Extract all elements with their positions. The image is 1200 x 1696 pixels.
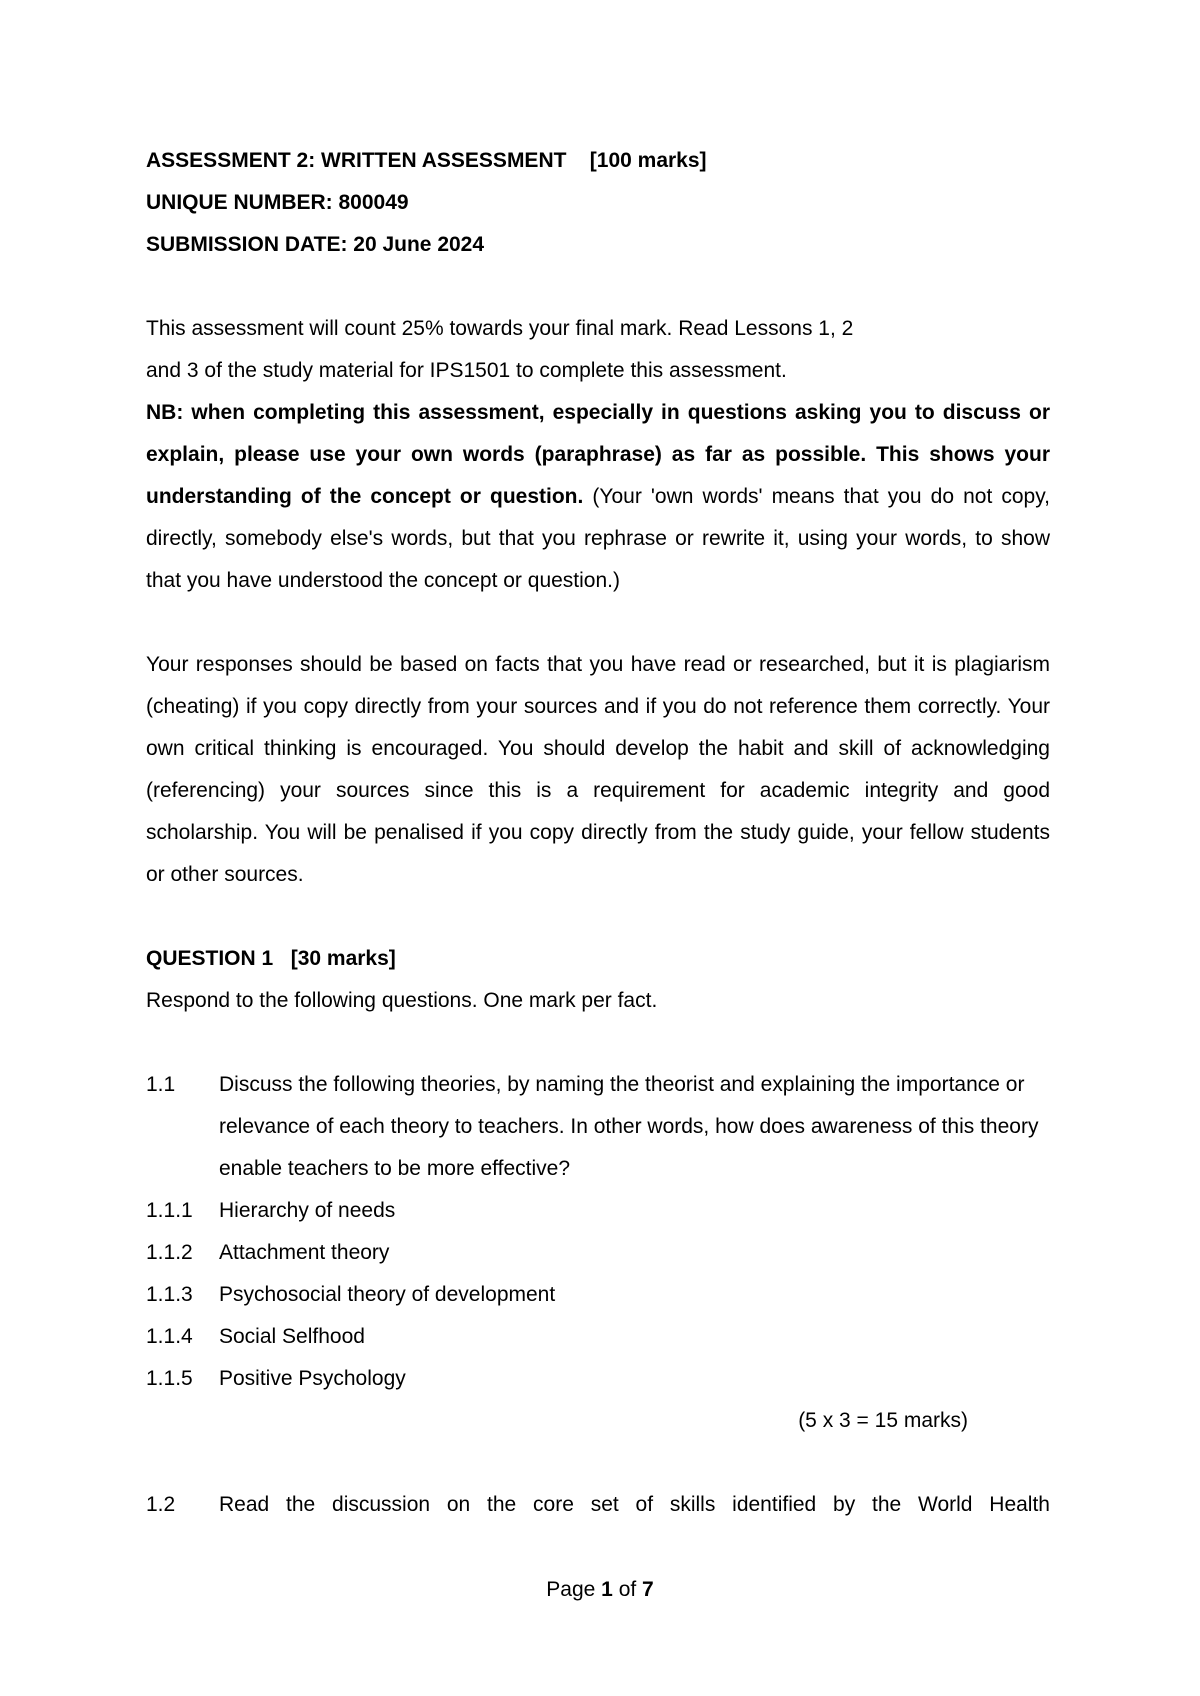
list-item-label: Social Selfhood — [219, 1325, 365, 1348]
page-footer — [0, 1570, 1200, 1610]
document-body — [146, 140, 1050, 1526]
list-item-number: 1.1.2 — [146, 1241, 193, 1264]
question-number: 1.1 — [146, 1073, 176, 1096]
question-1-1-marks: (5 x 3 = 15 marks) — [798, 1409, 968, 1432]
question-1-2 — [146, 1484, 1050, 1526]
question-1-heading — [146, 938, 1050, 980]
question-text: Read the discussion on the core set of skills identified by the World Health — [219, 1493, 1050, 1516]
assessment-total-marks: [100 marks] — [589, 149, 707, 172]
list-item-number: 1.1.5 — [146, 1367, 193, 1390]
intro-line-2: and 3 of the study material for IPS1501 to complete this assessment. — [146, 359, 787, 382]
question-1-marks: [30 marks] — [290, 947, 396, 970]
nb-bold-text: NB: when completing this assessment, especially in questions asking you to discuss or explain, please use your own words (paraphrase) as far as possible. This shows your understanding of the concept or question. — [146, 401, 1050, 508]
intro-line-1: This assessment will count 25% towards your final mark. Read Lessons 1, 2 — [146, 317, 854, 340]
question-1-1 — [146, 1064, 1050, 1190]
list-item-label: Hierarchy of needs — [219, 1199, 396, 1222]
plagiarism-paragraph: Your responses should be based on facts that you have read or researched, but it is plagiarism (cheating) if you copy directly from your sources and if you do not reference them correctly. Your own critical thinking is encouraged. You should develop the habit and skill of acknowledging (referencing) your sources since this is a requirement for academic integrity and good scholarship. You will be penalised if you copy directly from the study guide, your fellow students or other sources. — [146, 653, 1050, 886]
assessment-title-text: ASSESSMENT 2: WRITTEN ASSESSMENT — [146, 149, 567, 172]
nb-explanation-text: (Your 'own words' means that you do not copy, directly, somebody else's words, but that you rephrase or rewrite it, using your words, to show that you have understood the concept or question.) — [146, 485, 1050, 592]
question-1-instruction: Respond to the following questions. One mark per fact. — [146, 989, 658, 1012]
list-item-number: 1.1.3 — [146, 1283, 193, 1306]
list-item-label: Positive Psychology — [219, 1367, 406, 1390]
spacer — [146, 266, 1050, 308]
assessment-title — [146, 140, 1050, 182]
page-current: 1 — [601, 1578, 613, 1601]
list-item — [146, 1358, 1050, 1400]
list-item-number: 1.1.1 — [146, 1199, 193, 1222]
question-number: 1.2 — [146, 1493, 176, 1516]
unique-number: UNIQUE NUMBER: 800049 — [146, 191, 409, 214]
list-item — [146, 1190, 1050, 1232]
list-item-label: Attachment theory — [219, 1241, 390, 1264]
list-item — [146, 1316, 1050, 1358]
spacer — [146, 896, 1050, 938]
of-word: of — [618, 1578, 637, 1601]
question-1-title: QUESTION 1 — [146, 947, 274, 970]
page-word: Page — [546, 1578, 596, 1601]
list-item-label: Psychosocial theory of development — [219, 1283, 556, 1306]
list-item-number: 1.1.4 — [146, 1325, 193, 1348]
list-item — [146, 1274, 1050, 1316]
spacer — [146, 1022, 1050, 1064]
nb-paragraph — [146, 392, 1050, 602]
spacer — [146, 602, 1050, 644]
spacer — [146, 1442, 1050, 1484]
question-text: Discuss the following theories, by naming the theorist and explaining the importance or relevance of each theory to teachers. In other words, how does awareness of this theory enable teachers to be more effective? — [219, 1073, 1039, 1180]
submission-date: SUBMISSION DATE: 20 June 2024 — [146, 233, 485, 256]
list-item — [146, 1232, 1050, 1274]
page-total: 7 — [642, 1578, 654, 1601]
